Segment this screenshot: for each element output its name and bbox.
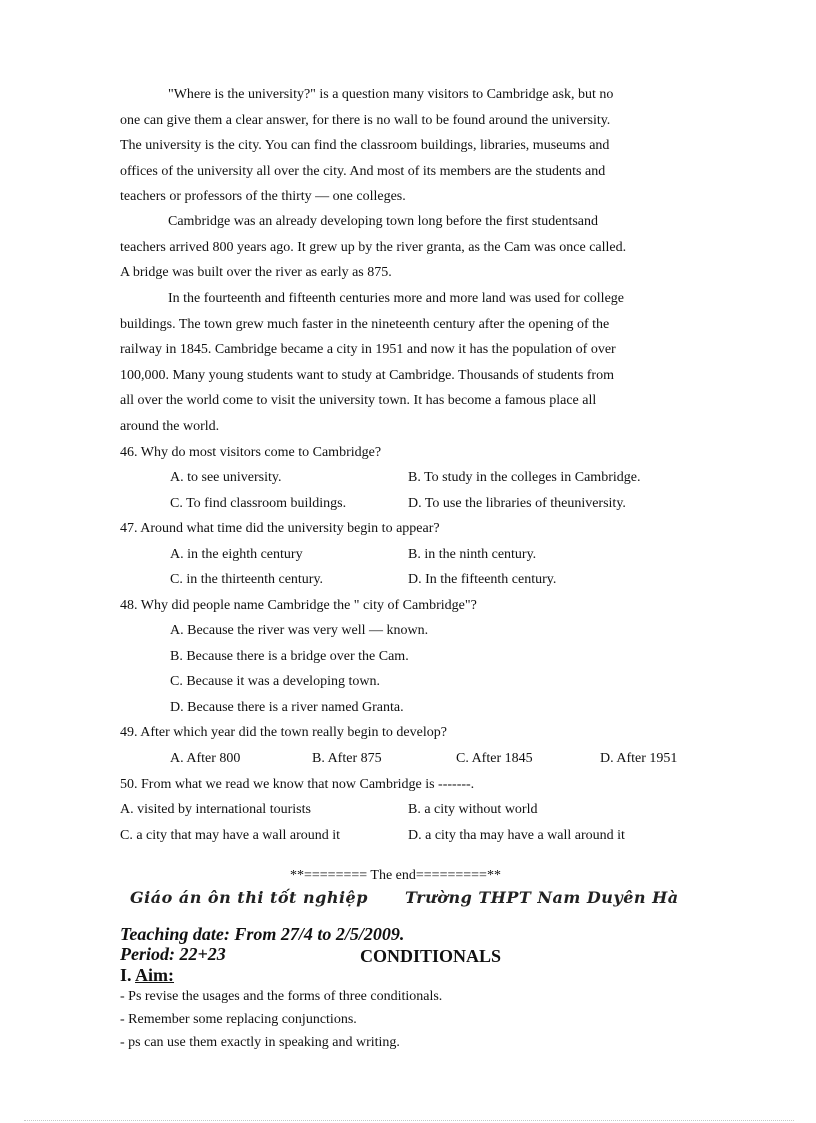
end-marker: **======== The end=========**	[290, 868, 501, 883]
question-46-option-b: B. To study in the colleges in Cambridge.	[408, 470, 641, 485]
question-46-option-d: D. To use the libraries of theuniversity.	[408, 496, 626, 511]
question-48-stem: 48. Why did people name Cambridge the " city of Cambridge"?	[120, 598, 477, 613]
question-48-option-a: A. Because the river was very well — known.	[170, 623, 429, 638]
passage-line: In the fourteenth and fifteenth centuries more and more land was used for college	[168, 291, 624, 306]
page-bottom-rule	[24, 1120, 794, 1121]
passage-line: railway in 1845. Cambridge became a city in 1951 and now it has the population of over	[120, 342, 616, 357]
passage-paragraph-2	[120, 209, 695, 286]
aim-label: Aim:	[135, 965, 175, 985]
passage-line: Cambridge was an already developing town long before the first studentsand	[168, 214, 598, 229]
header-right-text: Trường THPT Nam Duyên Hà	[405, 888, 679, 907]
header-left-text: Giáo án ôn thi tốt nghiệp	[130, 888, 368, 907]
question-48-option-c: C. Because it was a developing town.	[170, 674, 380, 689]
question-47-option-a: A. in the eighth century	[170, 547, 303, 562]
page-header-band	[130, 886, 690, 910]
passage-line: one can give them a clear answer, for there is no wall to be found around the university.	[120, 112, 611, 128]
aim-item: - Remember some replacing conjunctions.	[120, 1012, 357, 1027]
question-50-option-d: D. a city tha may have a wall around it	[408, 828, 625, 843]
section-title: CONDITIONALS	[360, 946, 502, 966]
passage-line: A bridge was built over the river as early as 875.	[120, 265, 392, 280]
passage-line: teachers arrived 800 years ago. It grew up by the river granta, as the Cam was once called.	[120, 239, 627, 255]
question-49-option-c: C. After 1845	[456, 751, 533, 766]
question-49-stem: 49. After which year did the town really begin to develop?	[120, 725, 447, 740]
passage-paragraph-3	[120, 286, 695, 439]
question-50-stem: 50. From what we read we know that now Cambridge is -------.	[120, 777, 475, 792]
passage-line: teachers or professors of the thirty — one colleges.	[120, 189, 406, 204]
question-49-option-a: A. After 800	[170, 751, 241, 766]
question-49-option-d: D. After 1951	[600, 751, 678, 766]
question-47-stem: 47. Around what time did the university begin to appear?	[120, 521, 440, 536]
question-50-option-a: A. visited by international tourists	[120, 802, 311, 817]
question-47-option-b: B. in the ninth century.	[408, 547, 537, 562]
passage-line: buildings. The town grew much faster in the nineteenth century after the opening of the	[120, 316, 610, 332]
question-46-option-a: A. to see university.	[170, 470, 282, 485]
passage-paragraph-1	[120, 82, 695, 210]
question-50-option-b: B. a city without world	[408, 802, 538, 817]
aim-item: - Ps revise the usages and the forms of three conditionals.	[120, 989, 443, 1004]
passage-line: around the world.	[120, 418, 220, 434]
aim-number: I.	[120, 965, 136, 985]
passage-line: offices of the university all over the city. And most of its members are the students and	[120, 163, 606, 179]
question-48-option-d: D. Because there is a river named Granta.	[170, 700, 404, 715]
question-46-stem: 46. Why do most visitors come to Cambridge?	[120, 445, 382, 460]
aim-heading	[120, 965, 174, 986]
question-49-option-b: B. After 875	[312, 751, 382, 766]
passage-line: 100,000. Many young students want to study at Cambridge. Thousands of students from	[120, 367, 614, 383]
passage-line: all over the world come to visit the university town. It has become a famous place all	[120, 393, 597, 408]
passage-line: "Where is the university?" is a question many visitors to Cambridge ask, but no	[168, 87, 614, 102]
teaching-date: Teaching date: From 27/4 to 2/5/2009.	[120, 924, 405, 944]
period-label: Period: 22+23	[120, 944, 226, 964]
question-46-option-c: C. To find classroom buildings.	[170, 496, 347, 511]
question-47-option-c: C. in the thirteenth century.	[170, 572, 324, 587]
question-47-option-d: D. In the fifteenth century.	[408, 572, 557, 587]
aim-item: - ps can use them exactly in speaking and writing.	[120, 1035, 400, 1050]
question-50-option-c: C. a city that may have a wall around it	[120, 828, 341, 843]
passage-line: The university is the city. You can find the classroom buildings, libraries, museums and	[120, 138, 610, 153]
question-48-option-b: B. Because there is a bridge over the Cam.	[170, 649, 409, 664]
